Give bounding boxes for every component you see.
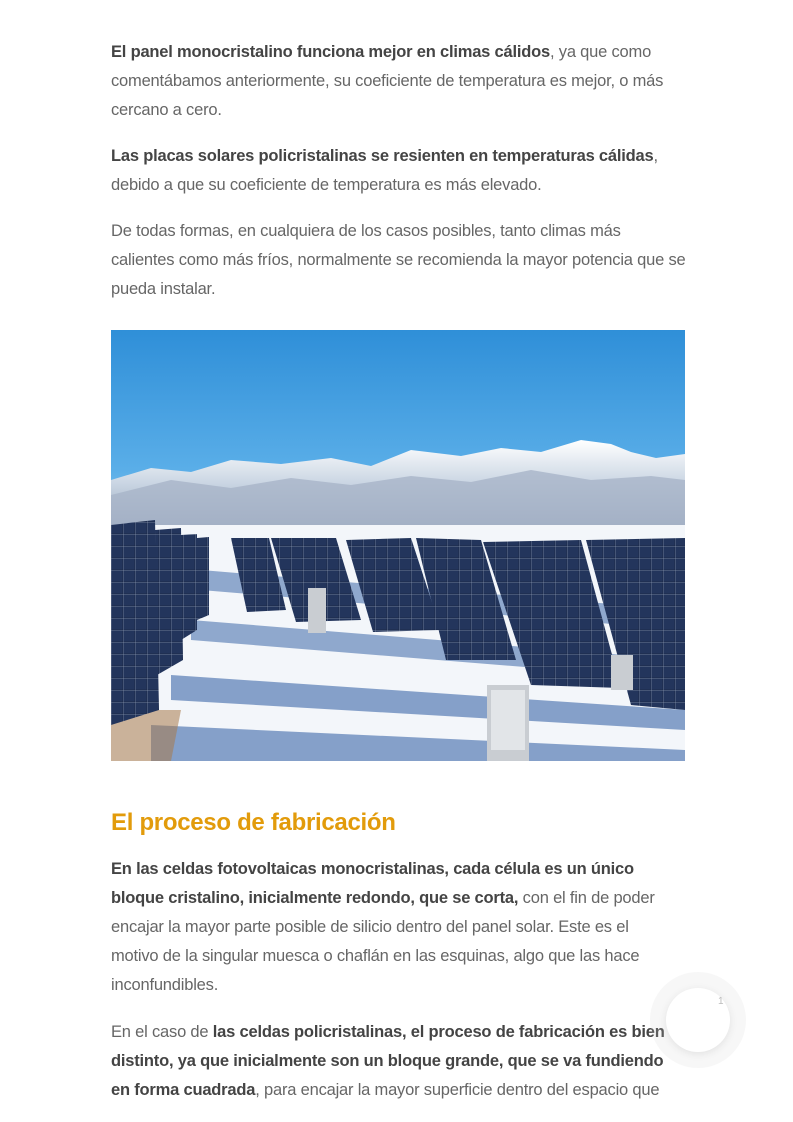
section-body: [111, 855, 671, 1105]
page-number: 1: [718, 996, 724, 1007]
bold-text: El panel monocristalino funciona mejor en climas cálidos: [111, 43, 550, 61]
article-body: [111, 38, 686, 304]
paragraph-monocrystalline-warm: [111, 38, 686, 125]
body-text: con el fin de poder encajar la mayor parte posible de silicio dentro del panel solar. Este es el motivo de la singular muesca o chaflán en las esquinas, algo que las hace inconfundibles.: [111, 889, 655, 994]
section-heading: El proceso de fabricación: [111, 809, 396, 836]
body-text: , debido a que su coeficiente de temperatura es más elevado.: [111, 147, 658, 194]
paragraph-polycrystalline-warm: [111, 142, 686, 200]
bold-text: las celdas policristalinas, el proceso de fabricación es bien distinto, ya que inicialmente son un bloque grande, que se va fundiendo en forma cuadrada: [111, 1023, 665, 1099]
solar-farm-photo: [111, 330, 685, 761]
paragraph-polycrystalline-process: [111, 1018, 671, 1105]
body-text: , para encajar la mayor superficie dentro del espacio que: [255, 1081, 660, 1099]
body-text: , ya que como comentábamos anteriormente, su coeficiente de temperatura es mejor, o más cercano a cero.: [111, 43, 664, 119]
bold-text: Las placas solares policristalinas se resienten en temperaturas cálidas: [111, 147, 654, 165]
body-text: En el caso de: [111, 1023, 213, 1041]
paragraph-recommendation: De todas formas, en cualquiera de los casos posibles, tanto climas más calientes como más fríos, normalmente se recomienda la mayor potencia que se pueda instalar.: [111, 222, 686, 298]
bold-text: En las celdas fotovoltaicas monocristalinas, cada célula es un único bloque cristalino, inicialmente redondo, que se corta,: [111, 860, 634, 907]
paragraph-monocrystalline-process: [111, 855, 671, 1000]
